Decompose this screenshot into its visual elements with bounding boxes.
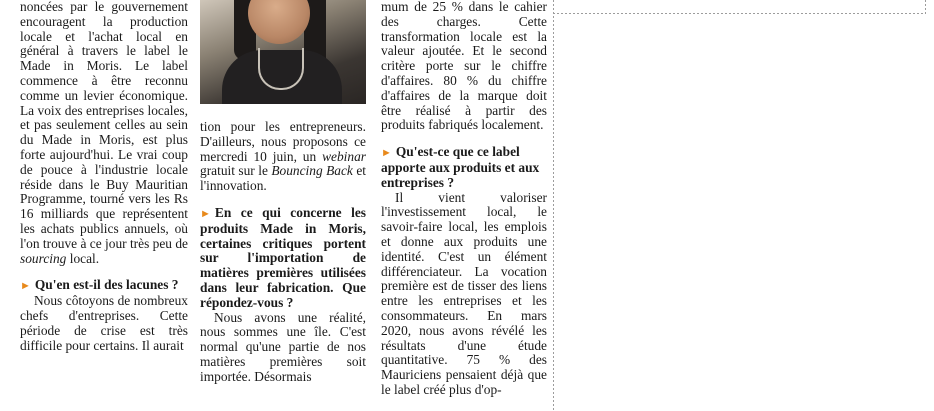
dotted-corner-rule	[925, 0, 926, 14]
question-heading-lacunes: ► Qu'en est-il des lacunes ?	[20, 277, 179, 293]
orange-arrow-marker-icon: ►	[20, 280, 31, 293]
blank-area	[556, 16, 928, 408]
article-column-2	[200, 120, 366, 385]
article-column-3	[381, 0, 547, 398]
orange-arrow-marker-icon: ►	[200, 207, 211, 220]
paragraph-webinar: tion pour les entrepreneurs. D'ailleurs, nous proposons ce mercredi 10 juin, un webinar gratuit sur le Bouncing Back et l'innovation.	[200, 119, 367, 194]
orange-arrow-marker-icon: ►	[381, 147, 392, 160]
dotted-top-rule	[553, 13, 925, 14]
question-heading-matieres-premieres: ► En ce qui concerne les produits Made in Moris, certaines critiques portent sur l'importation de matières premières utilisées dans leur fabrication. Que répondez-vous ?	[200, 204, 366, 310]
paragraph-realite-ile: Nous avons une réalité, nous sommes une île. C'est normal qu'une partie de nos matières premières soit importée. Désormais	[200, 309, 366, 384]
dotted-column-divider	[553, 0, 554, 411]
paragraph-valoriser-investissement: Il vient valoriser l'investissement local, le savoir-faire local, les emplois et donne aux produits une identité. C'est un élément différenciateur. La vocation première est de tisser des liens entre les entreprises et les consommateurs. En mars 2020, nous avons révélé les résultats d'une étude quantitative. 75 % des Mauriciens pensaient déjà que le label créé plus d'op-	[381, 189, 547, 397]
paragraph-chefs-entreprises: Nous côtoyons de nombreux chefs d'entreprises. Cette période de crise est très difficile pour certains. Il aurait	[20, 293, 188, 353]
interviewee-photo	[200, 0, 366, 104]
question-heading-apport-label: ► Qu'est-ce que ce label apporte aux produits et aux entreprises ?	[381, 144, 540, 190]
paragraph-criteres-label: mum de 25 % dans le cahier des charges. Cette transformation locale est la valeur ajoutée. Et le second critère porte sur le chiffre d'affaires. 80 % du chiffre d'affaires de la marque doit être réalisé à partir des produits fabriqués localement.	[381, 0, 547, 133]
paragraph-made-in-moris: noncées par le gouvernement encouragent la production locale et l'achat local en général à travers le label le Made in Moris. Le label commence à être reconnu comme un levier économique. La voix des entreprises locales, et pas seulement celles au sein du Made in Moris, est plus forte aujourd'hui. Le vrai coup de pouce à l'industrie locale réside dans le Buy Mauritian Programme, tourné vers les Rs 16 milliards que représentent les achats publics annuels, où l'on trouve à ce jour très peu de sourcing local.	[20, 0, 188, 266]
article-column-1	[20, 0, 188, 353]
